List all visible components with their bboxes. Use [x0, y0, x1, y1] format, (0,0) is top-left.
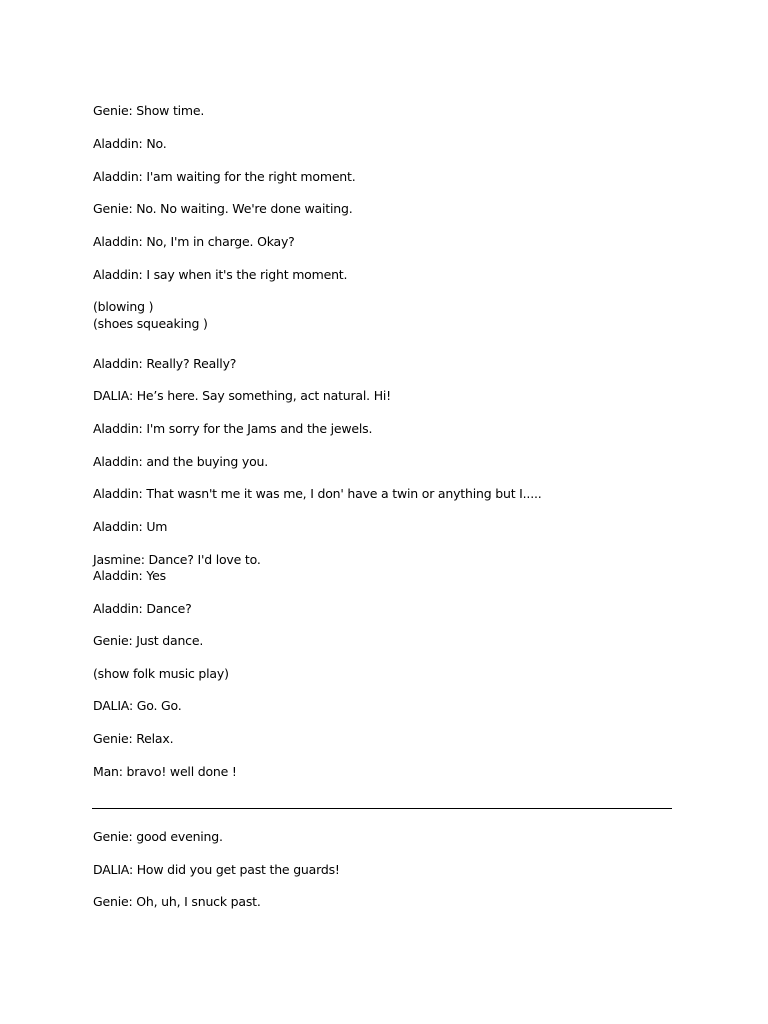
script-line: Aladdin: No, I'm in charge. Okay? [93, 234, 295, 249]
script-line: Jasmine: Dance? I'd love to. [93, 552, 261, 567]
script-line: Genie: good evening. [93, 829, 223, 844]
script-line: Aladdin: That wasn't me it was me, I don' have a twin or anything but I..... [93, 486, 542, 501]
script-line: Genie: Just dance. [93, 633, 204, 648]
script-line: Genie: Relax. [93, 731, 174, 746]
script-line: Aladdin: Really? Really? [93, 356, 237, 371]
script-line: Aladdin: Yes [93, 568, 166, 583]
script-line: Genie: Oh, uh, I snuck past. [93, 894, 261, 909]
script-line: DALIA: How did you get past the guards! [93, 862, 340, 877]
script-line: Genie: Show time. [93, 103, 205, 118]
script-line: Aladdin: Um [93, 519, 168, 534]
section-divider [92, 808, 672, 809]
script-line: DALIA: Go. Go. [93, 698, 182, 713]
script-line: Aladdin: I'm sorry for the Jams and the jewels. [93, 421, 373, 436]
script-line: Genie: No. No waiting. We're done waiting. [93, 201, 353, 216]
script-line: Aladdin: and the buying you. [93, 454, 269, 469]
script-line: Man: bravo! well done ! [93, 764, 237, 779]
stage-direction: (shoes squeaking ) [93, 316, 208, 331]
script-line: Aladdin: I say when it's the right moment. [93, 267, 348, 282]
script-line: Aladdin: Dance? [93, 601, 192, 616]
stage-direction: (show folk music play) [93, 666, 229, 681]
script-line: DALIA: He’s here. Say something, act natural. Hi! [93, 388, 391, 403]
script-line: Aladdin: I'am waiting for the right moment. [93, 169, 356, 184]
script-line: Aladdin: No. [93, 136, 167, 151]
stage-direction: (blowing ) [93, 299, 154, 314]
